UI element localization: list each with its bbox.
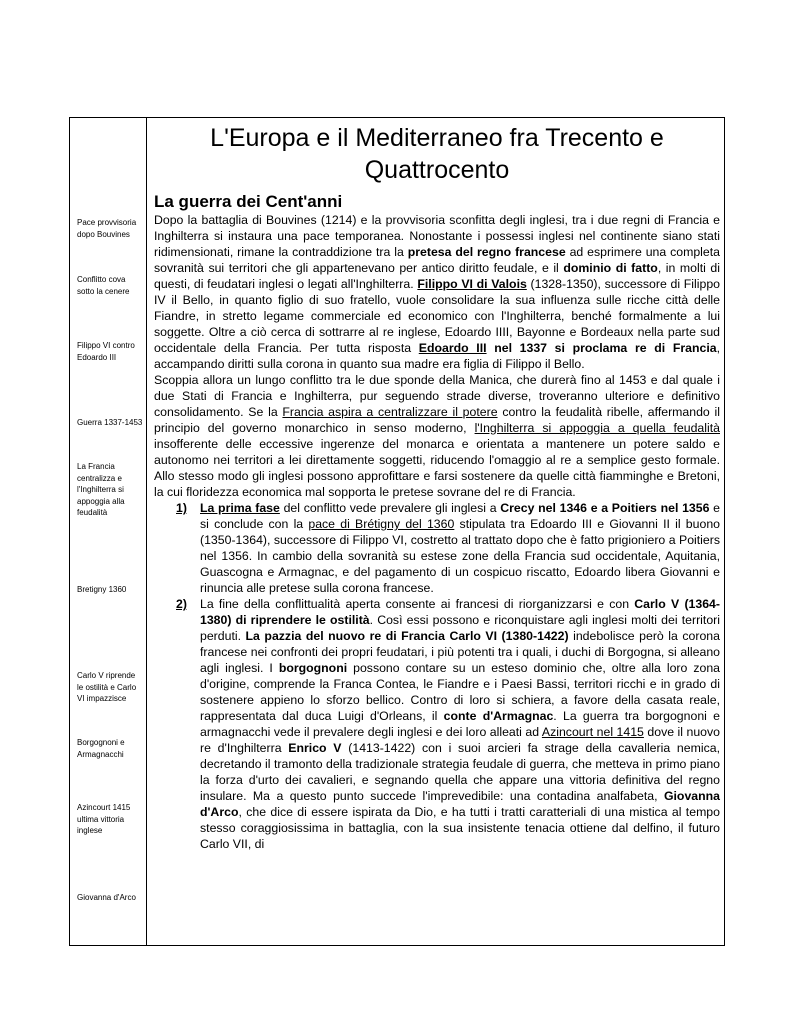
list-item: 2) La fine della conflittualità aperta consente ai francesi di riorganizzarsi e con Carlo V (1364-1380) di riprendere le ostilità. Così essi possono e riconquistare agli inglesi molti dei territori perduti. La pazzia del nuovo re di Francia Carlo VI (1380-1422) indebolisce però la corona francese nei confronti dei propri feudatari, i più potenti tra i quali, i duchi di Borgogna, si alleano agli inglesi. I borgognoni possono contare su un esteso dominio che, oltre alla loro zona d'origine, comprende la Franca Contea, le Fiandre e i Paesi Bassi, territori ricchi e in grado di sostenere appieno lo sforzo bellico. Contro di loro si schiera, a favore della casata reale, rappresentata dal duca Luigi d'Orleans, il conte d'Armagnac. La guerra tra borgognoni e armagnacchi vede il prevalere degli inglesi e dei loro alleati ad Azincourt nel 1415 dove il nuovo re d'Inghilterra Enrico V (1413-1422) con i suoi arcieri fa strage della cavalleria nemica, decretando il tramonto della tradizionale strategia feudale di guerra, che metteva in primo piano la forza d'urto dei cavalieri, e segnando quella che appare una vittoria definitiva del regno insulare. Ma a questo punto succede l'imprevedibile: una contadina analfabeta, Giovanna d'Arco, che dice di essere ispirata da Dio, e ha tutti i tratti caratteriali di una mistica al tempo stesso coraggiosissima in battaglia, con la sua insistente tenacia ottiene dal delfino, il futuro Carlo VII, di: [176, 597, 721, 851]
main-content: [154, 118, 720, 852]
margin-note: Filippo VI contro Edoardo III: [77, 341, 135, 362]
list-number: 2): [176, 597, 187, 611]
list-item: 1) La prima fase del conflitto vede prevalere gli inglesi a Crecy nel 1346 e a Poitiers nel 1356 e si conclude con la pace di Brétigny del 1360 stipulata tra Edoardo III e Giovanni II il buono (1350-1364), successore di Filippo VI, costretto al trattato dopo che è fatto prigioniero a Poitiers nel 1356. In cambio della sovranità su estese zone della Francia sud occidentale, Aquitania, Guascogna e Armagnac, e del pagamento di un cospicuo riscatto, Edoardo libera Giovanni e rinuncia alle pretese sulla corona francese.: [176, 501, 720, 595]
margin-note: Conflitto cova sotto la cenere: [77, 275, 130, 296]
column-divider: [146, 118, 147, 945]
margin-note: Borgognoni e Armagnacchi: [77, 738, 125, 759]
margin-note: Bretigny 1360: [77, 585, 127, 594]
margin-note: Carlo V riprende le ostilità e Carlo VI impazzisce: [77, 671, 137, 703]
page-frame: [69, 117, 725, 946]
paragraph-conflict: Scoppia allora un lungo conflitto tra le due sponde della Manica, che durerà fino al 1453 e dal quale i due Stati di Francia e Inghilterra, pur seguendo strade diverse, troveranno ulteriore e definitivo consolidamento. Se la Francia aspira a centralizzare il potere contro la feudalità ribelle, affermando il principio del governo monarchico in senso moderno, l'Inghilterra si appoggia a quella feudalità insofferente delle eccessive ingerenze del monarca e orientata a mantenere un potere saldo e autonomo nei territori a lei direttamente soggetti, riducendo l'omaggio al re a semplice gesto formale. Allo stesso modo gli inglesi possono approfittare e farsi sostenere da quelle città fiamminghe e Bretoni, la cui floridezza economica mal sopporta le pretese sovrane del re di Francia.: [154, 373, 720, 499]
list-number: 1): [176, 501, 187, 515]
margin-note: Guerra 1337-1453: [77, 418, 143, 427]
margin-note: Pace provvisoria dopo Bouvines: [77, 218, 137, 239]
margin-note: Azincourt 1415 ultima vittoria inglese: [77, 803, 131, 835]
margin-note: La Francia centralizza e l'Inghilterra si appoggia alla feudalità: [77, 462, 125, 517]
margin-note: Giovanna d'Arco: [77, 893, 136, 902]
page-title: L'Europa e il Mediterraneo fra Trecento e Quattrocento: [210, 124, 664, 184]
phase-list: [154, 500, 720, 852]
paragraph-intro: Dopo la battaglia di Bouvines (1214) e la provvisoria sconfitta degli inglesi, tra i due regni di Francia e Inghilterra si instaura una pace temporanea. Nonostante i possessi inglesi nel continente siano stati ridimensionati, rimane la contraddizione tra la pretesa del regno francese ad esprimere una completa sovranità sui territori che gli appartenevano per antico diritto feudale, e il dominio di fatto, in molti di questi, di feudatari inglesi o legati all'Inghilterra. Filippo VI di Valois (1328-1350), successore di Filippo IV il Bello, in quanto figlio di suo fratello, vuole consolidare la sua influenza sulle ricche città delle Fiandre, in stretto legame commerciale ed economico con l'Inghilterra, benché formalmente a lui soggette. Oltre a ciò cerca di sottrarre al re inglese, Edoardo IIII, Bayonne e Bordeaux nella parte sud occidentale della Francia. Per tutta risposta Edoardo III nel 1337 si proclama re di Francia, accampando diritti sulla corona in quanto sua madre era figlia di Filippo il Bello.: [154, 213, 721, 371]
section-title: La guerra dei Cent'anni: [154, 192, 343, 211]
